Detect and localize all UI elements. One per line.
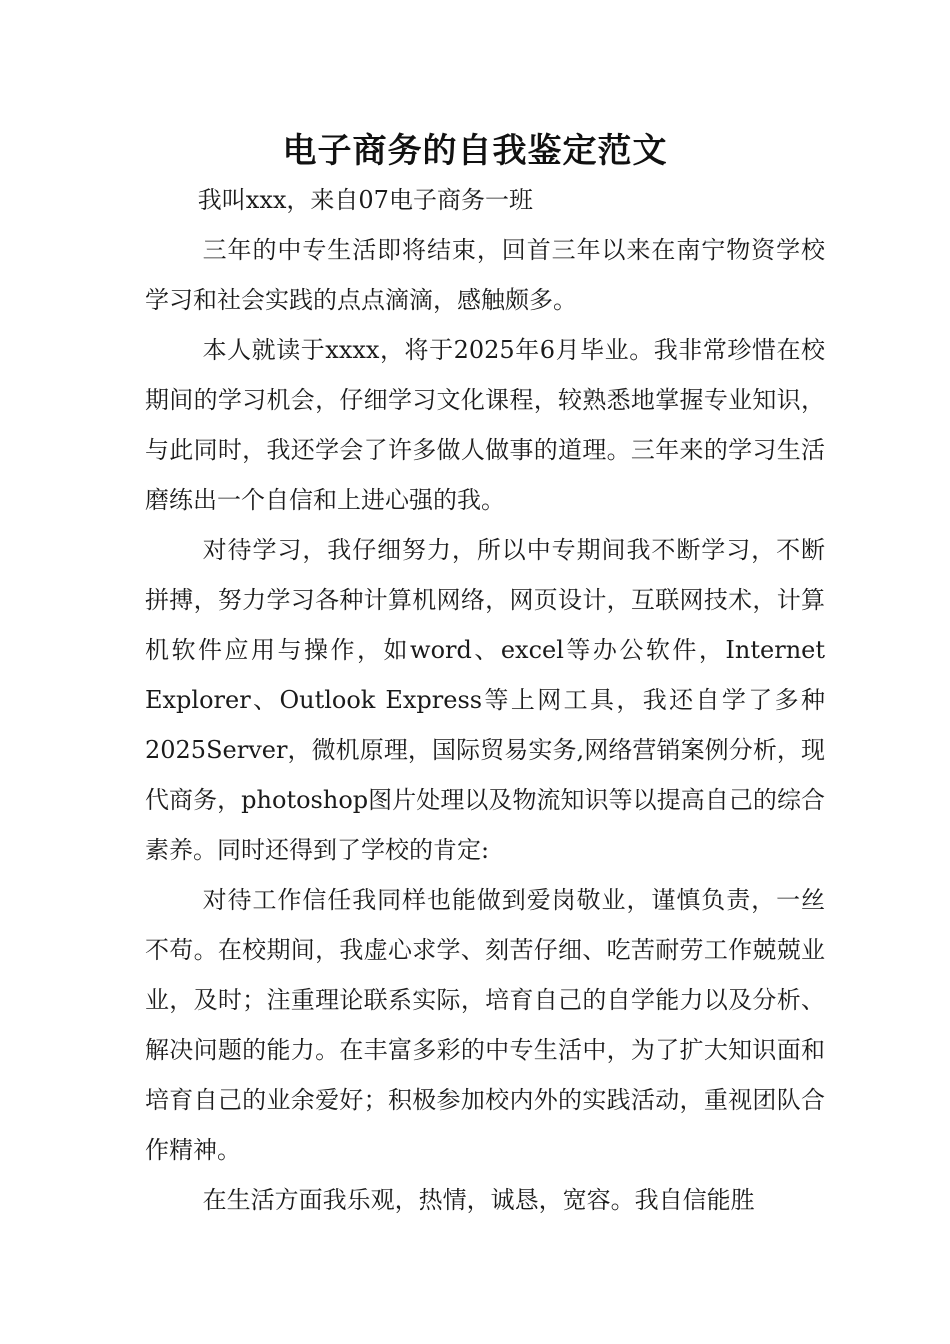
document-title: 电子商务的自我鉴定范文 xyxy=(282,131,668,171)
paragraph-life: 在生活方面我乐观，热情，诚恳，宽容。我自信能胜 xyxy=(202,1186,755,1214)
paragraph-reflection: 三年的中专生活即将结束，回首三年以来在南宁物资学校学习和社会实践的点点滴滴，感触颇多。 xyxy=(145,236,825,314)
paragraph-enrollment: 本人就读于xxxx，将于2025年6月毕业。我非常珍惜在校期间的学习机会，仔细学习文化课程，较熟悉地掌握专业知识，与此同时，我还学会了许多做人做事的道理。三年来的学习生活磨练出一个自信和上进心强的我。 xyxy=(145,336,825,514)
paragraph-intro: 我叫xxx，来自07电子商务一班 xyxy=(197,186,533,214)
paragraph-work: 对待工作信任我同样也能做到爱岗敬业，谨慎负责，一丝不苟。在校期间，我虚心求学、刻苦仔细、吃苦耐劳工作兢兢业业，及时；注重理论联系实际，培育自己的自学能力以及分析、解决问题的能力。在丰富多彩的中专生活中，为了扩大知识面和培育自己的业余爱好；积极参加校内外的实践活动，重视团队合作精神。 xyxy=(145,886,825,1164)
paragraph-study: 对待学习，我仔细努力，所以中专期间我不断学习，不断拼搏，努力学习各种计算机网络，网页设计，互联网技术，计算机软件应用与操作，如word、excel等办公软件，Internet Explorer、Outlook Express等上网工具，我还自学了多种2025Server，微机原理，国际贸易实务,网络营销案例分析，现代商务，photoshop图片处理以及物流知识等以提高自己的综合素养。同时还得到了学校的肯定: xyxy=(145,536,825,864)
document-body xyxy=(145,175,825,1225)
